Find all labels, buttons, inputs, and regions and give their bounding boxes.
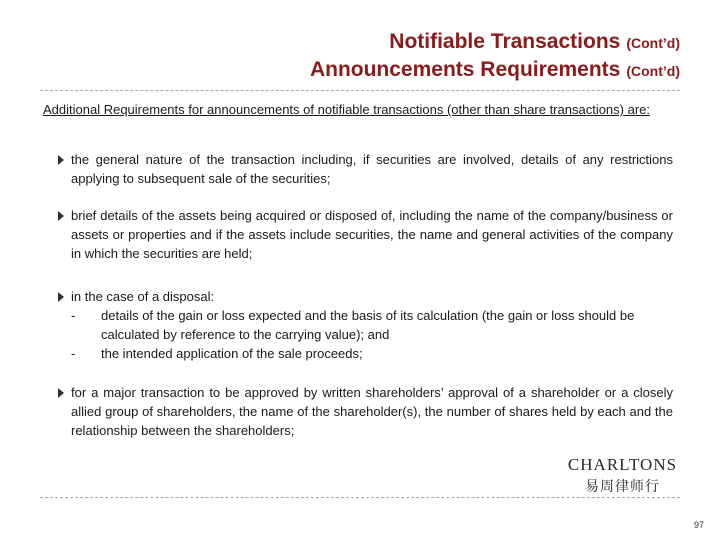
bullet-arrow-icon bbox=[58, 211, 64, 221]
title-main-2: Announcements Requirements bbox=[309, 58, 621, 81]
bullet-text: brief details of the assets being acquired or disposed of, including the name of the company/business or assets or properties and if the assets include securities, the name and general activities of the company in which the securities are held; bbox=[71, 208, 673, 261]
sub-bullet-text: the intended application of the sale proceeds; bbox=[101, 346, 363, 361]
bullet-item bbox=[43, 287, 673, 363]
bullet-arrow-icon bbox=[58, 388, 64, 398]
divider-bottom bbox=[40, 497, 680, 498]
bullet-text: for a major transaction to be approved by written shareholders’ approval of a shareholder or a closely allied group of shareholders, the name of the shareholder(s), the number of shares held by each and the relationship between the shareholders; bbox=[71, 385, 673, 438]
sub-bullet-item bbox=[71, 344, 673, 363]
sub-bullet-item bbox=[71, 306, 673, 344]
logo-chinese: 易周律师行 bbox=[585, 479, 660, 495]
title-line-2 bbox=[310, 58, 680, 82]
sub-bullet-dash: - bbox=[71, 346, 76, 361]
bullet-text: in the case of a disposal: bbox=[71, 289, 215, 304]
title-suffix-2: (Cont’d) bbox=[626, 63, 680, 79]
divider-top bbox=[40, 90, 680, 91]
bullet-item bbox=[43, 383, 673, 440]
bullet-text: the general nature of the transaction including, if securities are involved, details of any restrictions applying to subsequent sale of the securities; bbox=[71, 152, 673, 186]
bullet-item bbox=[43, 150, 673, 188]
charltons-logo bbox=[560, 455, 685, 496]
logo-english: CHARLTONS bbox=[567, 455, 678, 474]
bullet-arrow-icon bbox=[58, 155, 64, 165]
page-number: 97 bbox=[693, 520, 704, 530]
title-suffix-1: (Cont’d) bbox=[626, 35, 680, 51]
bullet-item bbox=[43, 206, 673, 263]
title-main-1: Notifiable Transactions bbox=[389, 30, 621, 53]
bullet-arrow-icon bbox=[58, 292, 64, 302]
intro-text: Additional Requirements for announcements of notifiable transactions (other than share transactions) are: bbox=[43, 102, 651, 117]
sub-bullet-dash: - bbox=[71, 308, 76, 323]
title-line-1 bbox=[389, 30, 680, 54]
sub-bullet-text: details of the gain or loss expected and the basis of its calculation (the gain or loss should be calculated by reference to the carrying value); and bbox=[101, 308, 635, 342]
